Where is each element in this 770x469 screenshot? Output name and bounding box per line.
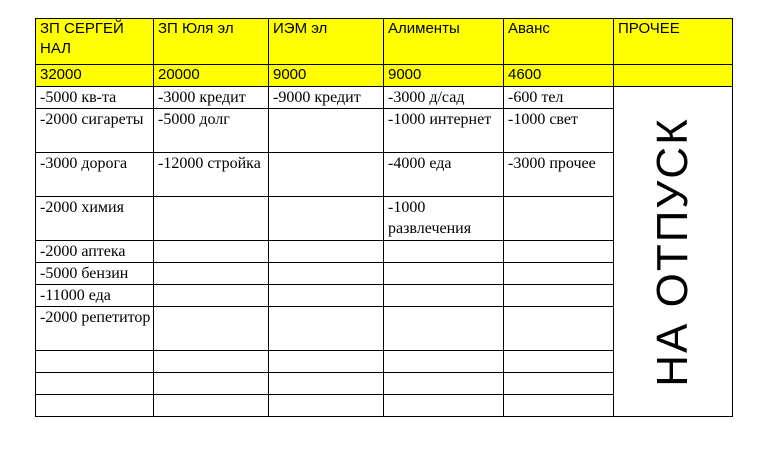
- expense-cell: [154, 263, 269, 285]
- expense-cell: -1000 развлечения: [384, 197, 504, 241]
- expense-cell: [36, 395, 154, 417]
- header-row: [36, 19, 733, 65]
- expense-cell: [154, 307, 269, 351]
- header-cell: ЗП СЕРГЕЙ НАЛ: [36, 19, 154, 65]
- header-cell: ИЭМ эл: [269, 19, 384, 65]
- expense-cell: [504, 285, 614, 307]
- amount-cell: 20000: [154, 65, 269, 87]
- expense-cell: [154, 395, 269, 417]
- expense-cell: [269, 285, 384, 307]
- expense-cell: -9000 кредит: [269, 87, 384, 109]
- expense-cell: -3000 д/сад: [384, 87, 504, 109]
- budget-table: [35, 18, 733, 417]
- expense-cell: [384, 263, 504, 285]
- expense-cell: -2000 аптека: [36, 241, 154, 263]
- expense-cell: [504, 307, 614, 351]
- expense-cell: [504, 373, 614, 395]
- expense-cell: -3000 кредит: [154, 87, 269, 109]
- expense-cell: [504, 241, 614, 263]
- expense-cell: -5000 кв-та: [36, 87, 154, 109]
- expense-cell: [269, 351, 384, 373]
- expense-cell: [154, 285, 269, 307]
- expense-cell: [269, 307, 384, 351]
- expense-cell: [154, 373, 269, 395]
- expense-cell: [504, 197, 614, 241]
- expense-cell: [269, 373, 384, 395]
- expense-cell: -2000 сигареты: [36, 109, 154, 153]
- expense-cell: [269, 109, 384, 153]
- expense-cell: [504, 351, 614, 373]
- amount-cell: 32000: [36, 65, 154, 87]
- amount-row: [36, 65, 733, 87]
- expense-cell: [269, 241, 384, 263]
- vacation-cell: [614, 87, 733, 417]
- header-cell: Аванс: [504, 19, 614, 65]
- expense-cell: -3000 прочее: [504, 153, 614, 197]
- expense-cell: [154, 197, 269, 241]
- expense-cell: -12000 стройка: [154, 153, 269, 197]
- expense-cell: -2000 химия: [36, 197, 154, 241]
- expense-cell: -3000 дорога: [36, 153, 154, 197]
- expense-cell: [384, 395, 504, 417]
- expense-cell: [154, 351, 269, 373]
- expense-cell: [384, 285, 504, 307]
- expense-cell: [269, 153, 384, 197]
- expense-cell: -5000 бензин: [36, 263, 154, 285]
- expense-cell: -11000 еда: [36, 285, 154, 307]
- expense-cell: [384, 351, 504, 373]
- expense-cell: -5000 долг: [154, 109, 269, 153]
- expense-cell: [154, 241, 269, 263]
- expense-cell: -4000 еда: [384, 153, 504, 197]
- table-row: [36, 87, 733, 109]
- header-cell: ПРОЧЕЕ: [614, 19, 733, 65]
- expense-cell: [269, 263, 384, 285]
- expense-cell: -2000 репетитор: [36, 307, 154, 351]
- expense-cell: [504, 263, 614, 285]
- expense-cell: [384, 373, 504, 395]
- expense-cell: [384, 307, 504, 351]
- vacation-label: НА ОТПУСК: [648, 116, 697, 387]
- expense-cell: [504, 395, 614, 417]
- expense-cell: [269, 197, 384, 241]
- expense-cell: [36, 351, 154, 373]
- expense-cell: -1000 интернет: [384, 109, 504, 153]
- header-cell: Алименты: [384, 19, 504, 65]
- header-cell: ЗП Юля эл: [154, 19, 269, 65]
- amount-cell: 9000: [269, 65, 384, 87]
- expense-cell: -1000 свет: [504, 109, 614, 153]
- expense-cell: [384, 241, 504, 263]
- amount-cell: 4600: [504, 65, 614, 87]
- amount-cell: 9000: [384, 65, 504, 87]
- expense-cell: [36, 373, 154, 395]
- amount-cell: [614, 65, 733, 87]
- expense-cell: -600 тел: [504, 87, 614, 109]
- expense-cell: [269, 395, 384, 417]
